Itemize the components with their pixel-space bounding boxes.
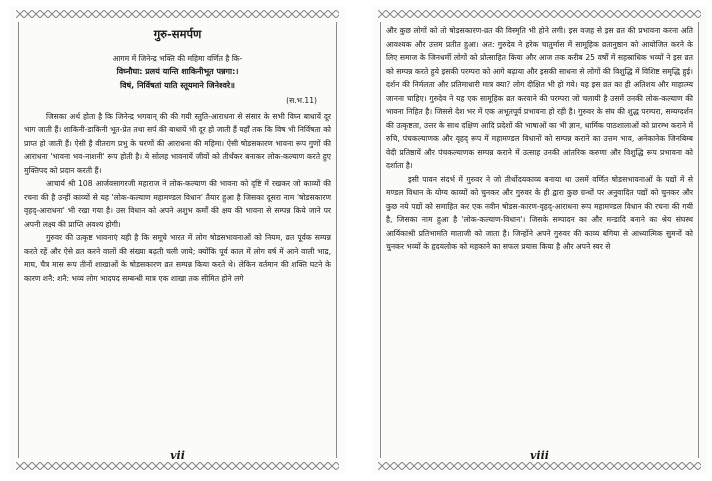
intro-line: आगम में जिनेन्द्र भक्ति की महिमा वर्णित है कि- xyxy=(112,53,243,63)
bottom-border-ornament xyxy=(378,462,701,470)
paragraph: गुरुवर की उत्कृष्ट भावनाएं यही है कि समूचे भारत में लोग षोडसभावनाओं को नियम, व्रत पूर्वक सम्पन्न करते रहें और ऐसे व्रत करने वालों की संख्या बढ़ती चली जाये; क्योंकि पूर्व काल में लोग वर्ष में आने वाली भाद्र, माघ, चैत्र मास रूप तीनों शाखाओं के षोडसकारण व्रत सम्पन्न किया करते थे। लेकिन वर्तमान की शक्ति घटने के कारण शनै: शनै: भव्य लोग भादपद सम्बन्धी मात्र एक शाखा तक सीमित होने लगे xyxy=(24,233,331,283)
page-title: गुरु-समर्पण xyxy=(153,27,202,41)
verse-reference: (स.भ.11) xyxy=(286,96,317,105)
left-page xyxy=(10,6,345,474)
bottom-border-ornament xyxy=(16,462,339,470)
top-border-ornament xyxy=(16,10,339,18)
left-page-content xyxy=(24,24,331,456)
page-number: vii xyxy=(170,449,185,462)
right-page-content xyxy=(386,24,693,456)
paragraph: इसी पावन संदर्भ में गुरुवर ने जो तीर्थोदयकाव्य बनाया था उसमें वर्णित षोडसभावनाओं के पद्यों में से मण्डल विधान के योग्य काव्यों को चुनकर और गुरुवर के ही द्वारा कुछ ग्रन्थों पर अनुवादित पद्यों को चुनकर और कुछ नये पद्यों को समाहित कर एक नवीन षोडस-कारण-वृहद्-आराधना रूप महामण्डल विधान की रचना की गयी है, जिसका नाम हुआ है 'लोक-कल्याण-विधान'। जिसके सम्पादन का और मन्डादि बनाने का श्रेय संघस्थ आर्यिकाश्री प्रतिभामति माताजी को जाता है। जिन्होंने अपने गुरुवर की काव्य बगिया से आध्यात्मिक सुमनों को चुनकर भव्यों के हृदयलोक को महकाने का सफल प्रयास किया है और अपने स्वर से xyxy=(386,174,693,251)
top-border-ornament xyxy=(378,10,701,18)
paragraph: जिसका अर्थ होता है कि जिनेन्द्र भगवान् की की गयी स्तुति-आराधना से संसार के सभी विघ्न बाधायें दूर भाग जाती हैं। शाकिनी-डाकिनी भूत-प्रेत तथा सर्प की बाधायें भी दूर हो जाती हैं यहाँ तक कि विष भी निर्विषता को प्राप्त हो जाती हैं। ऐसी है वीतराग प्रभु के चरणों की आराधना की महिमा। ऐसी षोडसकारण भावना रूप गुणों की आराधना 'भावना भव-नाशनी' रूप होती है। ये सोलह भावनायें जीवों को तीर्थंकर बनाकर लोक-कल्याण करते हुए मुक्तिपद को प्रदान करती हैं। xyxy=(24,111,331,175)
right-page xyxy=(372,6,707,474)
verse-line-2: विषं, निर्विषतां याति स्तूयमाने जिनेश्वरे॥ xyxy=(120,80,235,90)
verse-line-1: विघ्नौघा: प्रलयं यान्ति शाकिनीभूत पन्नगा:। xyxy=(116,67,239,76)
paragraph: और कुछ लोगों को तो षोडसकारण-व्रत की विस्मृति भी होने लगी। इस वजह से इस व्रत की प्रभावना करना अति आवश्यक और उत्तम प्रतीत हुआ। अत: गुरुदेव ने हरेक चातुर्मास में सामूहिक व्रतानुष्ठान को आयोजित करने के लिए समाज के जिनधर्मी लोगों को प्रोत्साहित किया और आज तक करीब 25 वर्षों में सहस्राधिक भव्यों ने इस व्रत को सम्पन्न करते हुये इसकी परम्परा को आगे बढ़ाया और इसकी साधना से लोगों की विशुद्धि में विशिष्ट समृद्धि हुई। दर्शन की निर्मलता और प्रतिमाधारी मात्र क्या? लोग दीक्षित भी हो गये। यह इस व्रत का ही अतिशय और माहात्म्य जानना चाहिए। गुरुदेव ने यह एक सामूहिक व्रत करवाने की परम्परा जो चलायी है उसमें उनकी लोक-कल्याण की भावना निहित है। जिससे देश भर में एक अभूतपूर्व प्रभावना हो रही है। गुरुवर के संघ की शुद्ध परम्परा, सम्यग्दर्शन की उत्कृष्टता, उत्तर के साथ दक्षिण आदि प्रदेशों की भाषाओं का भी ज्ञान, धार्मिक पाठशालाओं को प्रारम्भ कराने में रुचि, पंचकल्याणक और वृहद् रूप में महामण्डल विधानों को सम्पन्न कराने का उत्तम भाव, अनेकानेक जिनबिम्ब वेदी प्रतिष्ठायें और पंचकल्याणक सम्पन्न कराने में उत्साह उनकी आंतरिक करुणा और विशुद्धि रूप प्रभावना को दर्शाता है। xyxy=(386,26,693,170)
page-number: viii xyxy=(530,449,549,462)
paragraph: आचार्य श्री 108 आर्जवसागरजी महाराज ने लोक-कल्याण की भावना को दृष्टि में रखकर जो काव्यों की रचना की है उन्हीं काव्यों से यह 'लोक-कल्याण महामण्डल विधान' तैयार हुआ है जिसका दूसरा नाम 'षोडसकारण वृहद्-आराधना' भी रखा गया है। उस विधान को अपने अशुभ कर्मों की क्षय की भावना से सम्पन्न किये जाने पर अपनी लक्ष्य की प्राप्ति अवश्य होगी। xyxy=(24,179,331,229)
